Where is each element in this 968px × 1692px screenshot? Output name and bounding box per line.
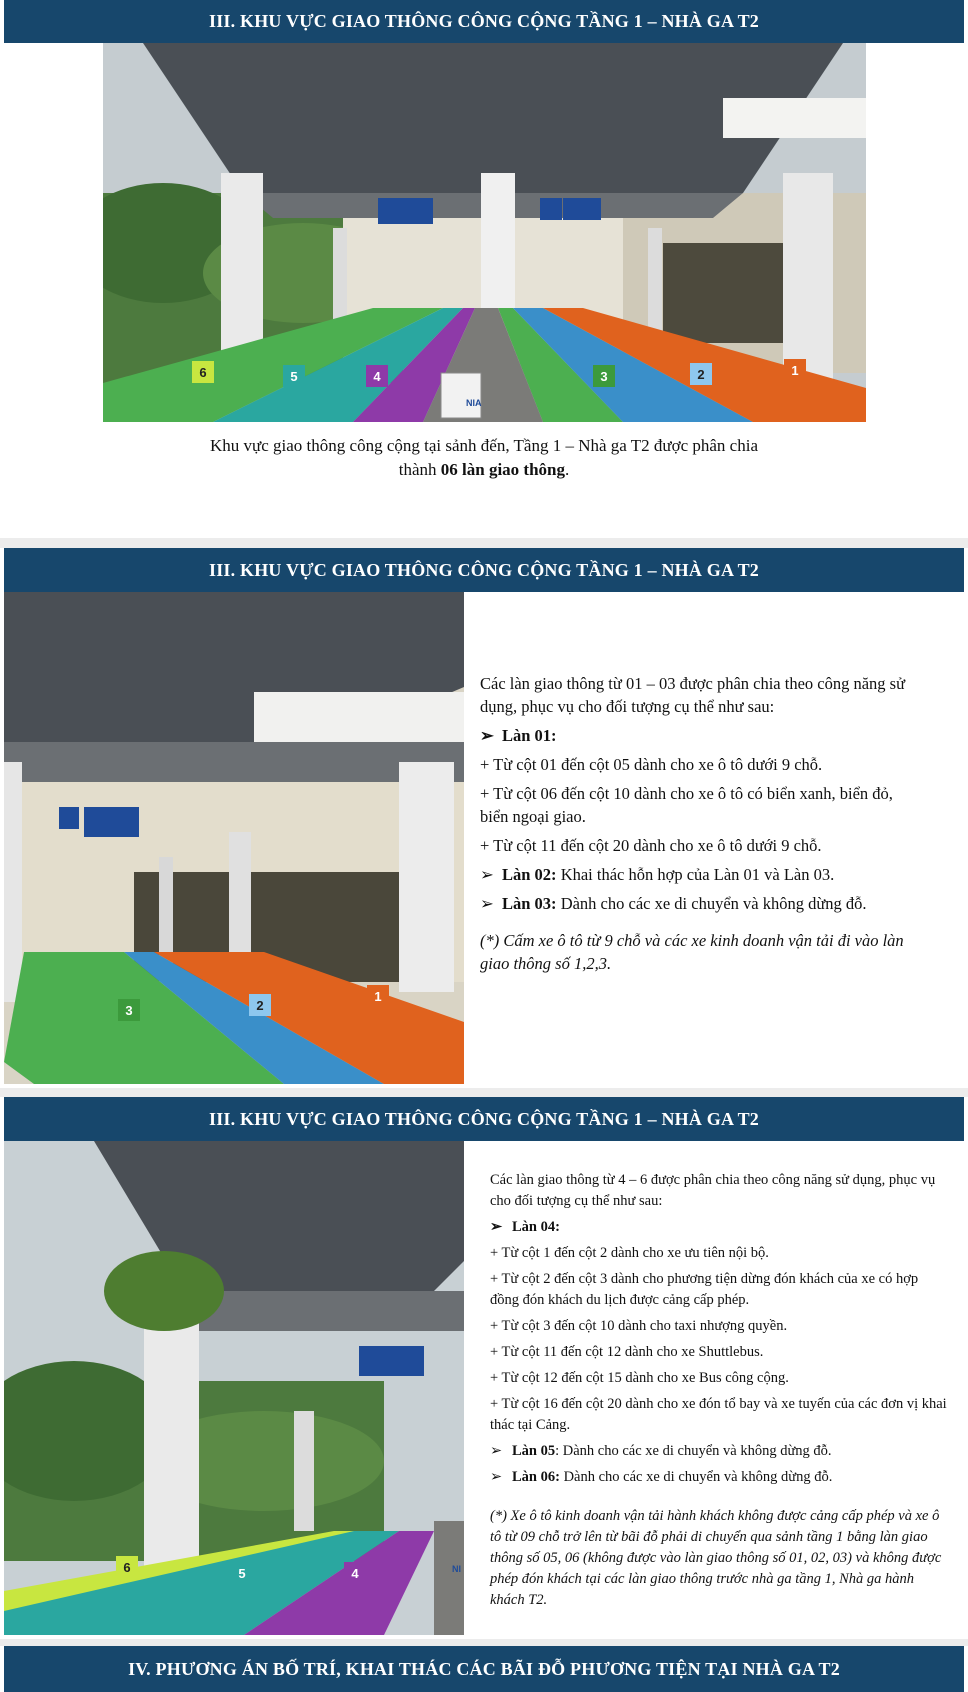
slide-header <box>4 548 964 592</box>
lane04-heading <box>490 1217 950 1238</box>
lane02-row <box>480 863 918 886</box>
caption-suffix: . <box>565 460 570 479</box>
lane-label-6: 6 <box>116 1556 138 1578</box>
arrow-bullet-icon: ➢ <box>490 1443 503 1459</box>
slide-header <box>4 0 964 43</box>
intro-text: Các làn giao thông từ 4 – 6 được phân chia theo công năng sử dụng, phục vụ cho đối tượng cụ thể như sau: <box>490 1172 936 1209</box>
slide-parking-plan <box>0 1646 968 1692</box>
lane-label-1: 1 <box>784 359 806 381</box>
lane02-text: Khai thác hỗn hợp của Làn 01 và Làn 03. <box>556 865 835 884</box>
lane-label-4: 4 <box>344 1562 366 1584</box>
slide-title: IV. PHƯƠNG ÁN BỐ TRÍ, KHAI THÁC CÁC BÃI ĐỖ PHƯƠNG TIỆN TẠI NHÀ GA T2 <box>128 1658 840 1679</box>
lane03-row <box>480 892 918 915</box>
lane05-title: Làn 05 <box>512 1443 556 1459</box>
lane-label-2: 2 <box>690 363 712 385</box>
intro-text: Các làn giao thông từ 01 – 03 được phân chia theo công năng sử dụng, phục vụ cho đối tượng cụ thể như sau: <box>480 674 906 716</box>
lanes-04-06-description <box>490 1170 950 1616</box>
terminal-scene <box>4 592 464 1084</box>
lane01-item-3: + Từ cột 11 đến cột 20 dành cho xe ô tô dưới 9 chỗ. <box>480 836 822 855</box>
lane-label-3: 3 <box>118 999 140 1021</box>
lane05-row <box>490 1441 950 1462</box>
nia-sign: NI <box>452 1564 461 1574</box>
slide-header <box>4 1097 964 1141</box>
lane-label-5: 5 <box>231 1562 253 1584</box>
lane01-item-2: + Từ cột 06 đến cột 10 dành cho xe ô tô có biển xanh, biển đỏ, biển ngoại giao. <box>480 784 893 826</box>
terminal-scene <box>103 43 866 422</box>
terminal-photo-wide <box>103 43 866 422</box>
slide-header <box>4 1646 964 1692</box>
slide-lanes-01-03 <box>0 548 968 1088</box>
lanes-01-03-description <box>480 672 918 981</box>
slide-title: III. KHU VỰC GIAO THÔNG CÔNG CỘNG TẦNG 1 – NHÀ GA T2 <box>209 1108 759 1129</box>
slide-lanes-04-06 <box>0 1097 968 1639</box>
lane-label-3: 3 <box>593 365 615 387</box>
lane-label-4: 4 <box>366 365 388 387</box>
caption-line1: Khu vực giao thông công cộng tại sảnh đến, Tầng 1 – Nhà ga T2 được phân chia <box>210 436 758 455</box>
terminal-photo-left-lanes <box>4 1141 464 1635</box>
arrow-bullet-icon: ➢ <box>480 865 494 884</box>
slide-lanes-overview <box>0 0 968 538</box>
arrow-bullet-icon: ➢ <box>490 1219 503 1235</box>
lane03-text: Dành cho các xe di chuyển và không dừng đỗ. <box>556 894 867 913</box>
lane06-title: Làn 06: <box>512 1469 560 1485</box>
arrow-bullet-icon: ➢ <box>480 894 494 913</box>
caption-bold: 06 làn giao thông <box>440 460 565 479</box>
lane-label-1: 1 <box>367 985 389 1007</box>
lane01-heading <box>480 724 918 747</box>
slide-title: III. KHU VỰC GIAO THÔNG CÔNG CỘNG TẦNG 1 – NHÀ GA T2 <box>209 559 759 580</box>
lane04-item-1: + Từ cột 1 đến cột 2 dành cho xe ưu tiên nội bộ. <box>490 1245 769 1261</box>
lane02-title: Làn 02: <box>502 865 557 884</box>
lane04-item-2: + Từ cột 2 đến cột 3 dành cho phương tiện dừng đón khách của xe có hợp đồng đón khách du lịch được cảng cấp phép. <box>490 1271 919 1308</box>
terminal-scene <box>4 1141 464 1635</box>
lane-label-5: 5 <box>283 365 305 387</box>
lane04-item-3: + Từ cột 3 đến cột 10 dành cho taxi nhượng quyền. <box>490 1318 788 1334</box>
terminal-photo-right-lanes <box>4 592 464 1084</box>
lane01-item-1: + Từ cột 01 đến cột 05 dành cho xe ô tô dưới 9 chỗ. <box>480 755 823 774</box>
lane06-text: Dành cho các xe di chuyển và không dừng đỗ. <box>559 1469 833 1485</box>
lane05-text: : Dành cho các xe di chuyển và không dừng đỗ. <box>555 1443 832 1459</box>
lane04-item-5: + Từ cột 12 đến cột 15 dành cho xe Bus công cộng. <box>490 1370 789 1386</box>
arrow-bullet-icon: ➢ <box>490 1469 503 1485</box>
arrow-bullet-icon: ➢ <box>480 726 494 745</box>
caption-prefix: thành <box>398 460 441 479</box>
lane06-row <box>490 1467 950 1488</box>
restriction-note: (*) Cấm xe ô tô từ 9 chỗ và các xe kinh doanh vận tải đi vào làn giao thông số 1,2,3. <box>480 931 904 973</box>
caption-line2 <box>100 458 868 482</box>
lanes-caption <box>100 434 868 482</box>
lane-label-2: 2 <box>249 994 271 1016</box>
slide-title: III. KHU VỰC GIAO THÔNG CÔNG CỘNG TẦNG 1 – NHÀ GA T2 <box>209 11 759 31</box>
lane04-item-4: + Từ cột 11 đến cột 12 dành cho xe Shuttlebus. <box>490 1344 764 1360</box>
restriction-note: (*) Xe ô tô kinh doanh vận tải hành khách không được cảng cấp phép và xe ô tô từ 09 chỗ trở lên từ bãi đỗ phải di chuyển qua sảnh tầng 1 bằng làn giao thông số 05, 06 (không được vào làn giao thông số 01, 02, 03) và không được phép đón khách tại các làn giao thông trước nhà ga tầng 1, Nhà ga hành khách T2. <box>490 1508 942 1608</box>
lane04-item-6: + Từ cột 16 đến cột 20 dành cho xe đón tổ bay và xe tuyến của các đơn vị khai thác tại Cảng. <box>490 1396 947 1433</box>
lane-label-6: 6 <box>192 361 214 383</box>
lane03-title: Làn 03: <box>502 894 557 913</box>
lane04-title: Làn 04: <box>512 1219 560 1235</box>
lane01-title: Làn 01: <box>502 726 557 745</box>
nia-sign: NIA <box>466 398 482 408</box>
